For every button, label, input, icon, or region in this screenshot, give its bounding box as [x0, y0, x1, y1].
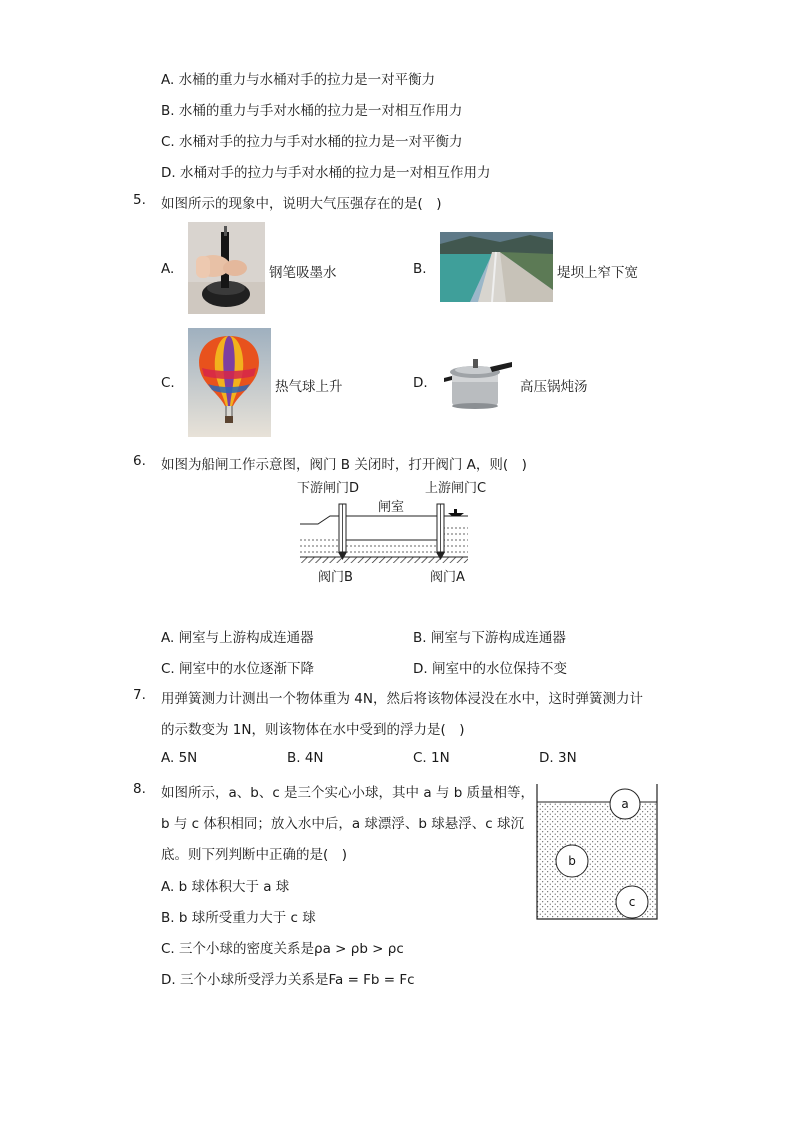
q8-option-d: D. 三个小球所受浮力关系是Fa = Fb = Fc — [161, 972, 415, 988]
downstream-bank — [300, 516, 340, 524]
fountain-pen-image — [188, 222, 265, 314]
q7-option-c: C. 1N — [413, 750, 450, 766]
label-valve-b: 阀门B — [318, 570, 353, 585]
ball-c-label: c — [628, 895, 636, 909]
ball-b-label: b — [568, 854, 576, 868]
q5-option-d-letter: D. — [413, 375, 428, 391]
q5-option-d-caption: 高压锅炖汤 — [520, 379, 588, 395]
q8-stem-line2: b 与 c 体积相同；放入水中后，a 球漂浮、b 球悬浮、c 球沉 — [161, 816, 525, 832]
q8-option-c: C. 三个小球的密度关系是ρa > ρb > ρc — [161, 941, 404, 957]
q6-stem: 如图为船闸工作示意图，阀门 B 关闭时，打开阀门 A，则( ) — [161, 457, 527, 473]
riverbed — [300, 557, 468, 563]
q7-stem-line1: 用弹簧测力计测出一个物体重为 4N，然后将该物体浸没在水中，这时弹簧测力计 — [161, 691, 643, 707]
pressure-cooker-image — [440, 352, 514, 412]
q5-option-a-letter: A. — [161, 261, 175, 277]
hot-air-balloon-image — [188, 328, 271, 437]
q8-stem-line3: 底。则下列判断中正确的是( ) — [161, 847, 348, 863]
label-valve-a: 阀门A — [430, 570, 465, 585]
q8-stem-line1: 如图所示，a、b、c 是三个实心小球，其中 a 与 b 质量相等， — [161, 785, 535, 801]
dam-image — [440, 232, 553, 302]
q5-option-b-caption: 堤坝上窄下宽 — [557, 265, 638, 281]
q7-stem-line2: 的示数变为 1N，则该物体在水中受到的浮力是( ) — [161, 722, 465, 738]
q5-stem: 如图所示的现象中，说明大气压强存在的是( ) — [161, 196, 442, 212]
q4-option-b: B. 水桶的重力与手对水桶的拉力是一对相互作用力 — [161, 103, 463, 119]
q8-option-a: A. b 球体积大于 a 球 — [161, 879, 290, 895]
q6-option-b: B. 闸室与下游构成连通器 — [413, 630, 566, 646]
q4-option-a: A. 水桶的重力与水桶对手的拉力是一对平衡力 — [161, 72, 436, 88]
q5-option-b-letter: B. — [413, 261, 427, 277]
ball-a-label: a — [621, 797, 629, 811]
q6-option-c: C. 闸室中的水位逐渐下降 — [161, 661, 315, 677]
q4-option-c: C. 水桶对手的拉力与手对水桶的拉力是一对平衡力 — [161, 134, 463, 150]
q4-option-d: D. 水桶对手的拉力与手对水桶的拉力是一对相互作用力 — [161, 165, 491, 181]
q7-number: 7. — [133, 687, 146, 703]
ship-lock-diagram — [296, 476, 500, 588]
balls-in-water-diagram — [534, 783, 660, 923]
label-downstream-gate: 下游闸门D — [297, 481, 360, 496]
label-upstream-gate: 上游闸门C — [425, 481, 487, 496]
q6-number: 6. — [133, 453, 146, 469]
label-chamber: 闸室 — [378, 500, 405, 515]
q5-option-c-caption: 热气球上升 — [275, 379, 343, 395]
q7-option-b: B. 4N — [287, 750, 324, 766]
q5-option-a-caption: 钢笔吸墨水 — [269, 265, 337, 281]
q5-option-c-letter: C. — [161, 375, 175, 391]
q7-option-d: D. 3N — [539, 750, 577, 766]
q7-option-a: A. 5N — [161, 750, 198, 766]
q5-number: 5. — [133, 192, 146, 208]
q8-number: 8. — [133, 781, 146, 797]
q6-option-a: A. 闸室与上游构成连通器 — [161, 630, 314, 646]
q6-option-d: D. 闸室中的水位保持不变 — [413, 661, 567, 677]
q8-option-b: B. b 球所受重力大于 c 球 — [161, 910, 316, 926]
